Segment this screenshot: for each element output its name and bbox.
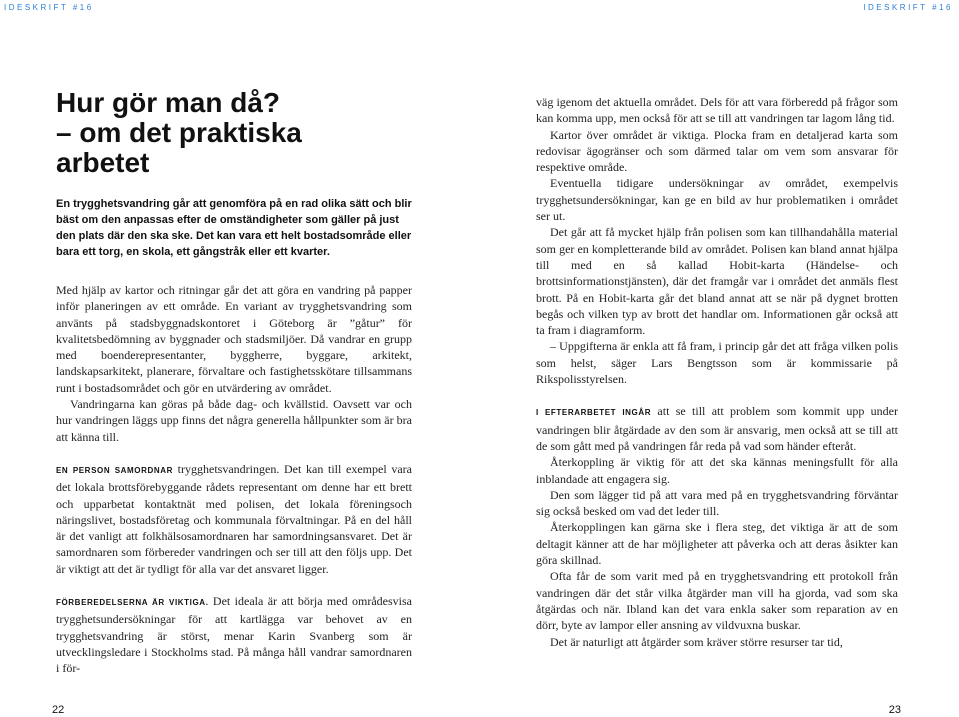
body-paragraph: – Uppgifterna är enkla att få fram, i princip går det att fråga vilken polis som helst, säger Lars Bengtsson som är kommissarie på Rikspolisstyrelsen. [536,339,898,387]
lead-paragraph: En trygghetsvandring går att genomföra på en rad olika sätt och blir bäst om den anpassas efter de omständigheter som gäller på just den plats där den ska ske. Det kan vara ett helt bostadsområde eller bara ett torg, en skola, ett gångstråk eller ett kvarter. [56,198,412,258]
body-paragraph: Kartor över området är viktiga. Plocka fram en detaljerad karta som redovisar ägogränser och som därmed talar om vem som ansvarar för respektive område. [536,127,898,175]
body-paragraph: Med hjälp av kartor och ritningar går det att göra en vandring på papper inför planeringen av ett område. En variant av trygghetsvandring som använts på stadsbyggnadskontoret i Göteborg är ”gåtur” för kvalitetsbedömning av byggnader och stadsmiljöer. Då vandrar en grupp med boenderepresentanter, byggherre, byggare, arkitekt, landskapsarkitekt, planerare, förvaltare och fastighetsskötare tillsammans runt i bostadsområdet och gör en utvärdering av området. [56,283,412,395]
right-page [480,0,959,717]
left-page [0,0,479,717]
body-paragraph: Ofta får de som varit med på en trygghetsvandring ett protokoll från vandringen där det står vilka åtgärder man vill ha gjorda, vad som ska åtgärdas och när. Ibland kan det vara enkla saker som reparation av en dörr, byte av lampor eller ansning av vildvuxna buskar. [536,569,898,633]
body-column [56,282,412,677]
body-paragraph: Den som lägger tid på att vara med på en trygghetsvandring förväntar sig också besked om vad det leder till. [536,487,898,519]
running-head: IDESKRIFT #16 [863,3,953,12]
body-paragraph [536,403,898,454]
run-in-heading: I EFTERARBETET INGÅR [536,408,652,418]
page-number: 23 [888,704,901,716]
title-line: Hur gör man då? [56,87,281,118]
body-paragraph [56,461,412,577]
body-paragraph: Återkoppling är viktig för att det ska kännas meningsfullt för alla inblandade att engagera sig. [536,455,898,486]
body-paragraph: Vandringarna kan göras på både dag- och kvällstid. Oavsett var och hur vandringen läggs upp finns det några generella hållpunkter som är bra att känna till. [56,397,412,444]
running-head: IDESKRIFT #16 [4,3,94,12]
title-line: – om det praktiska [56,117,302,148]
paragraph-text: att se till att problem som kommit upp under vandringen blir åtgärdade av den som är ansvarig, men också att se till att de som gått med på vandringen får reda på vad som händer efteråt. [536,404,898,453]
paragraph-text: Det ideala är att börja med områdesvisa trygghetsundersökningar för att kartlägga var behovet av en trygghetsvandring är störst, menar Karin Svanberg som är utvecklingsledare i Stockholms stad. På många håll vandrar samordnaren i för- [56,594,412,676]
body-paragraph: Det är naturligt att åtgärder som kräver större resurser tar tid, [550,634,843,649]
body-paragraph: Det går att få mycket hjälp från polisen som kan tillhandahålla material som ger en kompletterande bild av området. Polisen kan bland annat hjälpa till med en så kallad Hobit-karta (Händelse- och brottsinformationstjänsten), där det framgår var i området det anmäls flest brott. På en Hobit-karta går det bland annat att se när på dygnet brotten begås och vilken typ av brott det handlar om. Informationen går också att ta fram i diagramform. [536,225,898,338]
body-paragraph [56,593,412,676]
body-paragraph: Eventuella tidigare undersökningar av området, exempelvis trygghetsundersökningar, kan ge en bild av hur problematiken i området ser ut. [536,176,898,224]
run-in-heading: FÖRBEREDELSERNA ÄR VIKTIGA. [56,598,209,608]
body-paragraph: Återkopplingen kan gärna ske i flera steg, det viktiga är att de som deltagit känner att de har möjligheter att påverka och att deras åsikter kan göra skillnad. [536,520,898,568]
title-line: arbetet [56,147,150,178]
article-title [56,88,436,178]
paragraph-text: trygghetsvandringen. Det kan till exempel vara det lokala brottsförebyggande rådets representant om denne har ett brett och upparbetat kontaktnät med polisen, det lokala föreningsoch näringslivet, bostadsföretag och kommunala förvaltningar. På en del håll är det vanligt att folkhälsosamordnaren har samordningsansvaret. Det är samordnaren som förbereder vandringen och ser till att den följs upp. Det är viktigt att det är tydligt för alla var det ansvaret ligger. [56,461,412,576]
page-number: 22 [52,704,65,716]
body-column [536,94,898,650]
body-paragraph: väg igenom det aktuella området. Dels för att vara förberedd på frågor som kan komma upp, men också för att se till att vandringen tar lagom lång tid. [536,95,898,126]
run-in-heading: EN PERSON SAMORDNAR [56,465,173,475]
